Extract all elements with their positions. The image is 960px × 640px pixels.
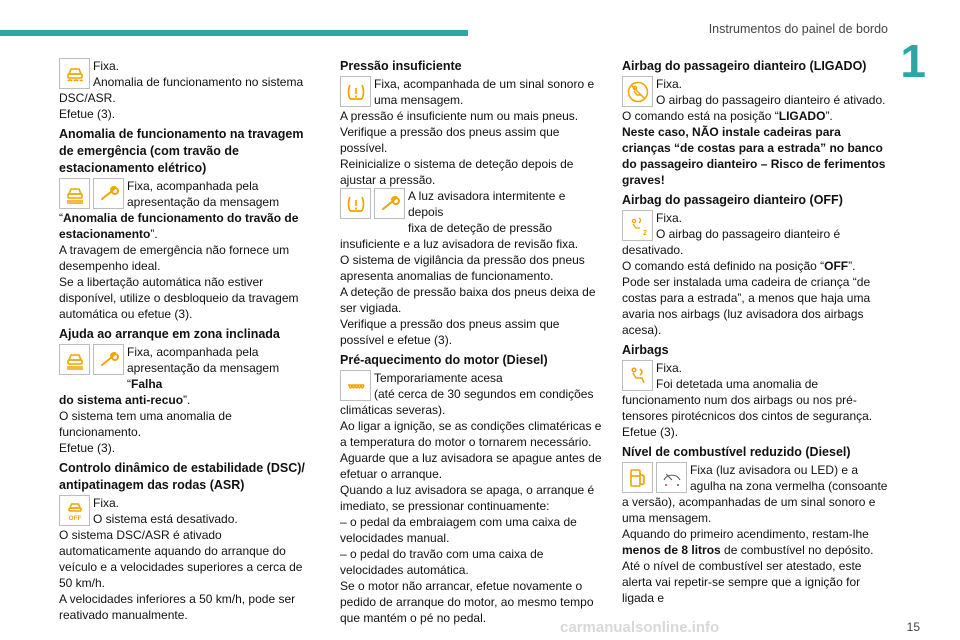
low-fuel-block xyxy=(622,462,890,494)
paragraph: Se a libertação automática não estiver disponível, utilize o desbloqueio da travagem automática ou efetue (3). xyxy=(59,275,299,321)
message-bold: Falha xyxy=(131,377,163,391)
paragraph: Ao ligar a ignição, se as condições climatéricas e a temperatura do motor o tornarem necessário. xyxy=(340,419,602,449)
dsc-off-block xyxy=(59,495,317,527)
text-span: ”. xyxy=(825,109,833,123)
text-line: Fixa. xyxy=(93,496,120,510)
hill-start-block xyxy=(59,344,317,392)
paragraph: O sistema de vigilância da pressão dos pneus apresenta anomalias de funcionamento. xyxy=(340,253,585,283)
wrench-icon xyxy=(374,188,405,219)
warning-text: Neste caso, NÃO instale cadeiras para crianças “de costas para a estrada” no banco do passageiro dianteiro – Risco de ferimentos graves! xyxy=(622,125,886,187)
tyre-pressure-icon xyxy=(340,76,371,107)
text-line: Fixa. xyxy=(93,59,120,73)
message-bold: Anomalia de funcionamento do travão de estacionamento xyxy=(59,211,299,241)
heading-airbag-on: Airbag do passageiro dianteiro (LIGADO) xyxy=(622,59,867,73)
fuel-pump-icon xyxy=(622,462,653,493)
text-span: de combustível no depósito. xyxy=(720,543,874,557)
quote-close: ”. xyxy=(183,393,191,407)
message-text xyxy=(59,210,317,242)
paragraph xyxy=(622,258,890,274)
text-line: agulha na zona vermelha (consoante xyxy=(690,479,888,493)
heading-airbags: Airbags xyxy=(622,343,669,357)
airbag-fault-icon xyxy=(622,360,653,391)
text-line: DSC/ASR. xyxy=(59,91,116,105)
column-3 xyxy=(622,58,890,606)
text-line: O airbag do passageiro dianteiro é xyxy=(656,227,841,241)
quote-close: ”. xyxy=(150,227,158,241)
paragraph: A deteção de pressão baixa dos pneus deixa de ser vigiada. xyxy=(340,285,596,315)
low-pressure-block xyxy=(340,76,602,108)
text-line: Fixa, acompanhada pela xyxy=(127,179,259,193)
airbag-off-block xyxy=(622,210,890,242)
chapter-number: 1 xyxy=(900,35,926,87)
message-bold: do sistema anti-recuo xyxy=(59,393,184,407)
text-span: Aquando do primeiro acendimento, restam-lhe xyxy=(622,527,869,541)
svg-text:2: 2 xyxy=(642,229,647,237)
text-line: Efetue (3). xyxy=(59,107,116,121)
list-item: – o pedal do travão com uma caixa de velocidades automática. xyxy=(340,547,544,577)
paragraph: climáticas severas). xyxy=(340,403,446,417)
text-line: uma mensagem. xyxy=(374,93,464,107)
list-item: – o pedal da embraiagem com uma caixa de velocidades manual. xyxy=(340,515,577,545)
heading-low-pressure: Pressão insuficiente xyxy=(340,59,462,73)
text-line: Fixa. xyxy=(656,77,683,91)
text-line: Fixa, acompanhada de um sinal sonoro e xyxy=(374,77,595,91)
heading-airbag-off: Airbag do passageiro dianteiro (OFF) xyxy=(622,193,843,207)
paragraph xyxy=(622,108,890,124)
text-line: O sistema está desativado. xyxy=(93,512,238,526)
message-text xyxy=(59,392,317,408)
quote-open: “ xyxy=(59,211,63,225)
column-1 xyxy=(59,58,317,623)
paragraph: Aguarde que a luz avisadora se apague antes de efetuar o arranque. xyxy=(340,451,602,481)
text-line: Anomalia de funcionamento no sistema xyxy=(93,75,304,89)
preheat-block xyxy=(340,370,602,402)
paragraph: desativado. xyxy=(622,243,684,257)
pressure-fault-block xyxy=(340,188,602,236)
brake-assist-icon xyxy=(59,344,90,375)
emergency-brake-block xyxy=(59,178,317,210)
preheat-coil-icon xyxy=(340,370,371,401)
bold-value: OFF xyxy=(824,259,849,273)
paragraph: A pressão é insuficiente num ou mais pneus. xyxy=(340,109,579,123)
paragraph: Efetue (3). xyxy=(59,441,116,455)
wrench-icon xyxy=(93,344,124,375)
text-line: Fixa (luz avisadora ou LED) e a xyxy=(690,463,859,477)
column-2 xyxy=(340,58,602,626)
text-line: Temporariamente acesa xyxy=(374,371,503,385)
dsc-fault-block xyxy=(59,58,317,90)
paragraph: Verifique a pressão dos pneus assim que possível. xyxy=(340,125,560,155)
paragraph: Reinicialize o sistema de deteção depois de ajustar a pressão. xyxy=(340,157,574,187)
text-span: O comando está definido na posição “ xyxy=(622,259,825,273)
paragraph xyxy=(622,526,890,558)
airbag-on-icon xyxy=(622,76,653,107)
text-line: apresentação da mensagem xyxy=(127,195,280,209)
text-line: Foi detetada uma anomalia de xyxy=(656,377,819,391)
heading-emergency-brake: Anomalia de funcionamento na travagem de emergência (com travão de estacionamento elétrico) xyxy=(59,127,304,175)
text-line: fixa de deteção de pressão xyxy=(408,221,553,235)
text-line: Fixa. xyxy=(656,361,683,375)
tyre-pressure-icon xyxy=(340,188,371,219)
paragraph: insuficiente e a luz avisadora de revisão fixa. xyxy=(340,237,579,251)
paragraph: Verifique a pressão dos pneus assim que possível e efetue (3). xyxy=(340,317,560,347)
section-title: Instrumentos do painel de bordo xyxy=(708,22,888,36)
airbag-off-icon xyxy=(622,210,653,241)
paragraph: A velocidades inferiores a 50 km/h, pode ser reativado manualmente. xyxy=(59,592,296,622)
text-line: A luz avisadora intermitente e depois xyxy=(408,189,566,219)
paragraph: Pode ser instalada uma cadeira de criança “de costas para a estrada”, a menos que haja uma avaria nos airbags (luz avisadora dos airbags acesa). xyxy=(622,275,871,337)
text-span: apresentação da mensagem “ xyxy=(127,361,280,391)
heading-dsc-asr: Controlo dinâmico de estabilidade (DSC)/ antipatinagem das rodas (ASR) xyxy=(59,461,305,492)
text-line: Fixa, acompanhada pela xyxy=(127,345,259,359)
page-number: 15 xyxy=(906,620,920,634)
watermark: carmanualsonline.info xyxy=(560,619,720,636)
header-accent-bar xyxy=(0,30,468,36)
text-span: ”. xyxy=(848,259,856,273)
bold-value: menos de 8 litros xyxy=(622,543,721,557)
airbags-block xyxy=(622,360,890,392)
paragraph: Se o motor não arrancar, efetue novamente o pedido de arranque do motor, ao mesmo tempo que mantém o pé no pedal. xyxy=(340,579,594,625)
heading-low-fuel: Nível de combustível reduzido (Diesel) xyxy=(622,445,851,459)
heading-preheat: Pré-aquecimento do motor (Diesel) xyxy=(340,353,548,367)
text-line: (até cerca de 30 segundos em condições xyxy=(374,387,594,401)
dsc-asr-warning-icon xyxy=(59,58,90,89)
heading-hill-start: Ajuda ao arranque em zona inclinada xyxy=(59,327,280,341)
fuel-gauge-icon xyxy=(656,462,687,493)
wrench-icon xyxy=(93,178,124,209)
paragraph: funcionamento num dos airbags ou nos pré-tensores pirotécnicos dos cintos de segurança. xyxy=(622,393,873,423)
paragraph: A travagem de emergência não fornece um desempenho ideal. xyxy=(59,243,290,273)
brake-assist-icon xyxy=(59,178,90,209)
svg-text:OFF: OFF xyxy=(68,514,81,522)
dsc-off-icon xyxy=(59,495,90,526)
text-span: O comando está na posição “ xyxy=(622,109,779,123)
bold-value: LIGADO xyxy=(778,109,826,123)
paragraph: Até o nível de combustível ser atestado, este alerta vai repetir-se sempre que a ignição for ligada e xyxy=(622,559,862,605)
airbag-on-block xyxy=(622,76,890,108)
paragraph: a versão), acompanhadas de um sinal sonoro e uma mensagem. xyxy=(622,495,876,525)
text-line: Fixa. xyxy=(656,211,683,225)
paragraph: O sistema tem uma anomalia de funcionamento. xyxy=(59,409,232,439)
warning-paragraph xyxy=(622,124,890,188)
paragraph: O sistema DSC/ASR é ativado automaticamente aquando do arranque do veículo e a velocidades superiores a cerca de 50 km/h. xyxy=(59,528,303,590)
paragraph: Efetue (3). xyxy=(622,425,679,439)
text-line xyxy=(127,360,317,392)
paragraph: Quando a luz avisadora se apaga, o arranque é imediato, se pressionar continuamente: xyxy=(340,483,595,513)
text-line: O airbag do passageiro dianteiro é ativado. xyxy=(656,93,886,107)
